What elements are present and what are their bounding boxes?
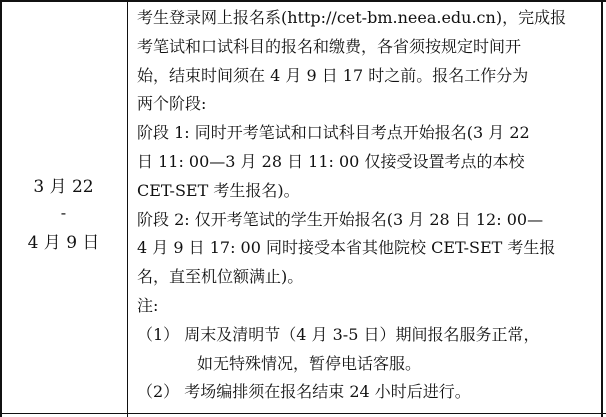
- content-line: 4 月 9 日 17: 00 同时接受本省其他院校 CET-SET 考生报: [137, 238, 556, 258]
- column-divider: [127, 0, 128, 417]
- date-cell: [0, 0, 127, 413]
- content-line: 考笔试和口试科目的报名和缴费，各省须按规定时间开: [137, 36, 522, 56]
- content-line: 考生登录网上报名系(http://cet-bm.neea.edu.cn)，完成报: [137, 8, 567, 27]
- content-line: 阶段 2: 仅开考笔试的学生开始报名(3 月 28 日 12: 00—: [137, 209, 544, 229]
- content-line: CET-SET 考生报名)。: [137, 180, 300, 200]
- date-separator: -: [60, 203, 67, 222]
- note-item: （2） 考场编排须在报名结束 24 小时后进行。: [137, 382, 471, 402]
- content-line: 日 11: 00—3 月 28 日 11: 00 仅接受设置考点的本校: [137, 151, 525, 171]
- content-line: 名，直至机位额满止)。: [137, 267, 304, 287]
- row-divider: [0, 413, 606, 414]
- content-line: 两个阶段:: [137, 94, 207, 114]
- content-line: 阶段 1: 同时开考笔试和口试科目考点开始报名(3 月 22: [137, 123, 530, 143]
- note-item: （1） 周末及清明节（4 月 3-5 日）期间报名服务正常，: [137, 324, 540, 344]
- content-cell: [137, 4, 597, 407]
- date-end: 4 月 9 日: [27, 233, 100, 253]
- note-item-continuation: 如无特殊情况，暂停电话客服。: [197, 353, 422, 373]
- content-line: 始，结束时间须在 4 月 9 日 17 时之前。报名工作分为: [137, 65, 529, 85]
- date-start: 3 月 22: [33, 177, 94, 197]
- content-line: 注:: [137, 295, 159, 315]
